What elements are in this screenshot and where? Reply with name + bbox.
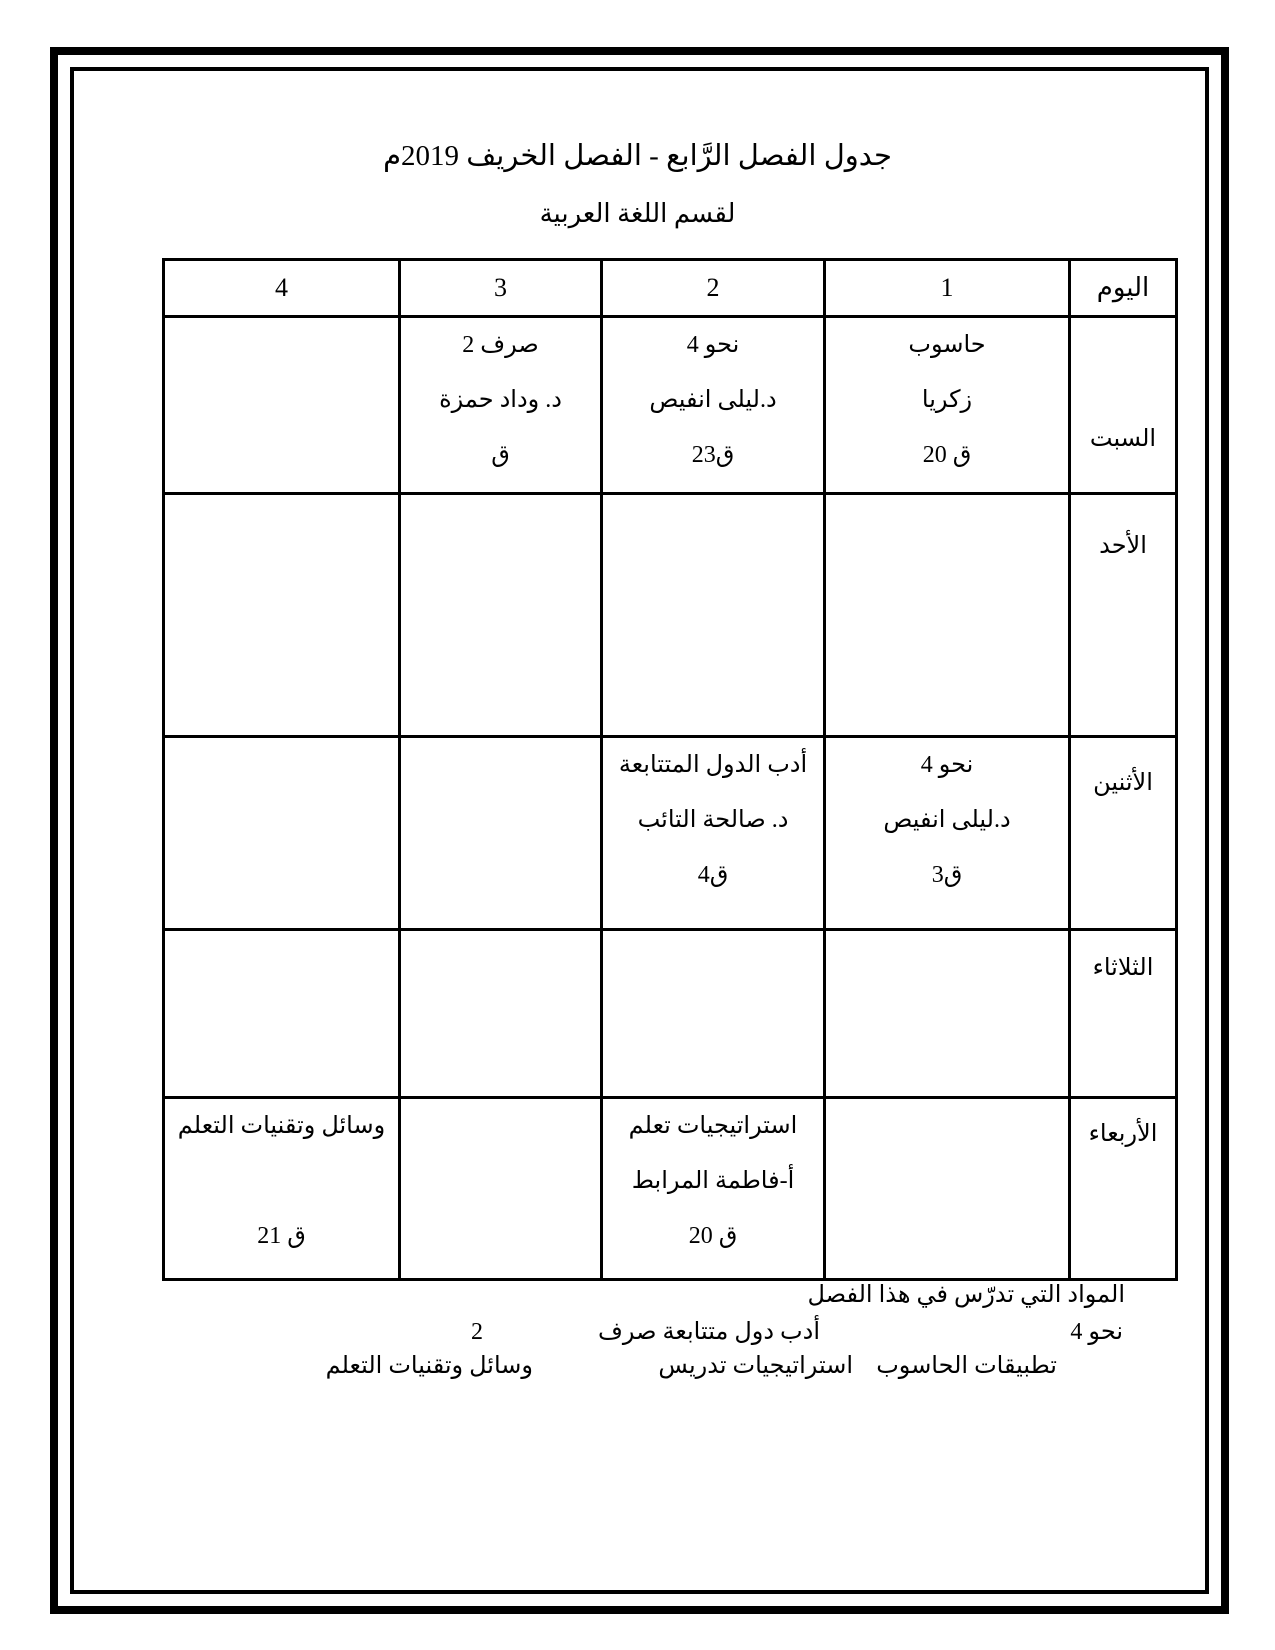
- course-cell-sun-p4: [164, 494, 400, 737]
- course-title: [826, 495, 1068, 550]
- course-instructor: [826, 986, 1068, 1041]
- course-title: [165, 318, 398, 373]
- course-room: ق: [491, 442, 510, 468]
- course-room: [165, 605, 398, 660]
- course-room: ق3: [931, 862, 963, 888]
- materials-item-learning-tools: وسائل وتقنيات التعلم: [325, 1353, 533, 1379]
- course-cell-sat-p2: [602, 317, 825, 494]
- course-room: [826, 605, 1068, 660]
- course-instructor: د.ليلى انفيص: [649, 387, 777, 413]
- course-instructor: [401, 793, 600, 848]
- course-room: [826, 1209, 1068, 1264]
- course-instructor: د. صالحة التائب: [637, 807, 789, 833]
- course-title: [165, 931, 398, 986]
- course-instructor: [165, 793, 398, 848]
- table-row-saturday: [164, 317, 1177, 494]
- course-title: [401, 495, 600, 550]
- course-room: [401, 1209, 600, 1264]
- course-title: صرف 2: [462, 332, 539, 358]
- course-cell-sun-p3: [400, 494, 602, 737]
- course-cell-wed-p1: [825, 1098, 1070, 1280]
- course-instructor: [603, 550, 823, 605]
- materials-heading: المواد التي تدرّس في هذا الفصل: [807, 1282, 1125, 1308]
- course-cell-wed-p4: [164, 1098, 400, 1280]
- materials-item-nahw: نحو 4: [1070, 1319, 1123, 1345]
- day-label-sunday: الأحد: [1070, 494, 1177, 737]
- course-title: [401, 1099, 600, 1154]
- course-instructor: [826, 550, 1068, 605]
- course-room: [401, 848, 600, 903]
- course-title: نحو 4: [920, 752, 974, 778]
- course-room: [165, 1041, 398, 1096]
- course-room: [603, 1041, 823, 1096]
- day-label-saturday: السبت: [1070, 317, 1177, 494]
- document-title: جدول الفصل الرَّابع - الفصل الخريف 2019م: [383, 140, 892, 172]
- course-instructor: [826, 1154, 1068, 1209]
- course-cell-sat-p4: [164, 317, 400, 494]
- day-label-wednesday: الأربعاء: [1070, 1098, 1177, 1280]
- course-cell-sun-p2: [602, 494, 825, 737]
- document-subtitle: لقسم اللغة العربية: [539, 199, 736, 228]
- course-cell-mon-p4: [164, 737, 400, 930]
- course-title: استراتيجيات تعلم: [628, 1113, 798, 1139]
- course-instructor: [165, 373, 398, 428]
- course-title: [165, 738, 398, 793]
- course-instructor: [603, 986, 823, 1041]
- course-title: [603, 931, 823, 986]
- column-header-period-3: 3: [400, 260, 602, 317]
- course-instructor: أ-فاطمة المرابط: [631, 1168, 795, 1194]
- course-room: [826, 1041, 1068, 1096]
- course-cell-tue-p3: [400, 930, 602, 1098]
- course-title: [826, 1099, 1068, 1154]
- course-cell-tue-p4: [164, 930, 400, 1098]
- course-instructor: د.ليلى انفيص: [883, 807, 1011, 833]
- course-instructor: [165, 1154, 398, 1209]
- course-title: وسائل وتقنيات التعلم: [177, 1113, 386, 1139]
- course-cell-mon-p1: [825, 737, 1070, 930]
- course-room: [165, 428, 398, 483]
- course-title: [603, 495, 823, 550]
- schedule-header-row: [164, 260, 1177, 317]
- course-room: ق4: [697, 862, 729, 888]
- course-title: [826, 931, 1068, 986]
- course-title: نحو 4: [686, 332, 740, 358]
- course-instructor: [401, 550, 600, 605]
- course-instructor: زكريا: [921, 387, 973, 413]
- table-row-wednesday: [164, 1098, 1177, 1280]
- column-header-period-1: 1: [825, 260, 1070, 317]
- day-label-tuesday: الثلاثاء: [1070, 930, 1177, 1098]
- course-instructor: د. وداد حمزة: [439, 387, 562, 413]
- course-room: ق 20: [922, 442, 972, 468]
- course-instructor: [165, 986, 398, 1041]
- course-instructor: [401, 986, 600, 1041]
- course-room: [165, 848, 398, 903]
- course-title: حاسوب: [908, 332, 986, 358]
- course-title: [401, 738, 600, 793]
- course-room: [603, 605, 823, 660]
- course-cell-mon-p2: [602, 737, 825, 930]
- course-title: [401, 931, 600, 986]
- course-room: [401, 605, 600, 660]
- table-row-tuesday: [164, 930, 1177, 1098]
- materials-section: [162, 1280, 1175, 1400]
- materials-item-teaching-strategies: استراتيجيات تدريس: [658, 1353, 853, 1379]
- column-header-period-4: 4: [164, 260, 400, 317]
- table-row-monday: [164, 737, 1177, 930]
- day-label-monday: الأثنين: [1070, 737, 1177, 930]
- course-cell-sun-p1: [825, 494, 1070, 737]
- materials-item-sarf-number: 2: [471, 1319, 483, 1345]
- column-header-period-2: 2: [602, 260, 825, 317]
- course-cell-tue-p1: [825, 930, 1070, 1098]
- course-cell-sat-p1: [825, 317, 1070, 494]
- materials-item-adab-sarf: أدب دول متتابعة صرف: [598, 1319, 820, 1345]
- course-cell-mon-p3: [400, 737, 602, 930]
- materials-item-computer-apps: تطبيقات الحاسوب: [876, 1353, 1057, 1379]
- course-cell-sat-p3: [400, 317, 602, 494]
- schedule-table: [162, 258, 1178, 1281]
- course-title: أدب الدول المتتابعة: [618, 752, 808, 778]
- course-instructor: [401, 1154, 600, 1209]
- course-room: ق 21: [257, 1223, 306, 1249]
- course-room: [401, 1041, 600, 1096]
- column-header-day: اليوم: [1070, 260, 1177, 317]
- course-room: ق 20: [688, 1223, 738, 1249]
- course-cell-tue-p2: [602, 930, 825, 1098]
- course-cell-wed-p3: [400, 1098, 602, 1280]
- course-room: ق23: [691, 442, 735, 468]
- course-title: [165, 495, 398, 550]
- course-cell-wed-p2: [602, 1098, 825, 1280]
- table-row-sunday: [164, 494, 1177, 737]
- course-instructor: [165, 550, 398, 605]
